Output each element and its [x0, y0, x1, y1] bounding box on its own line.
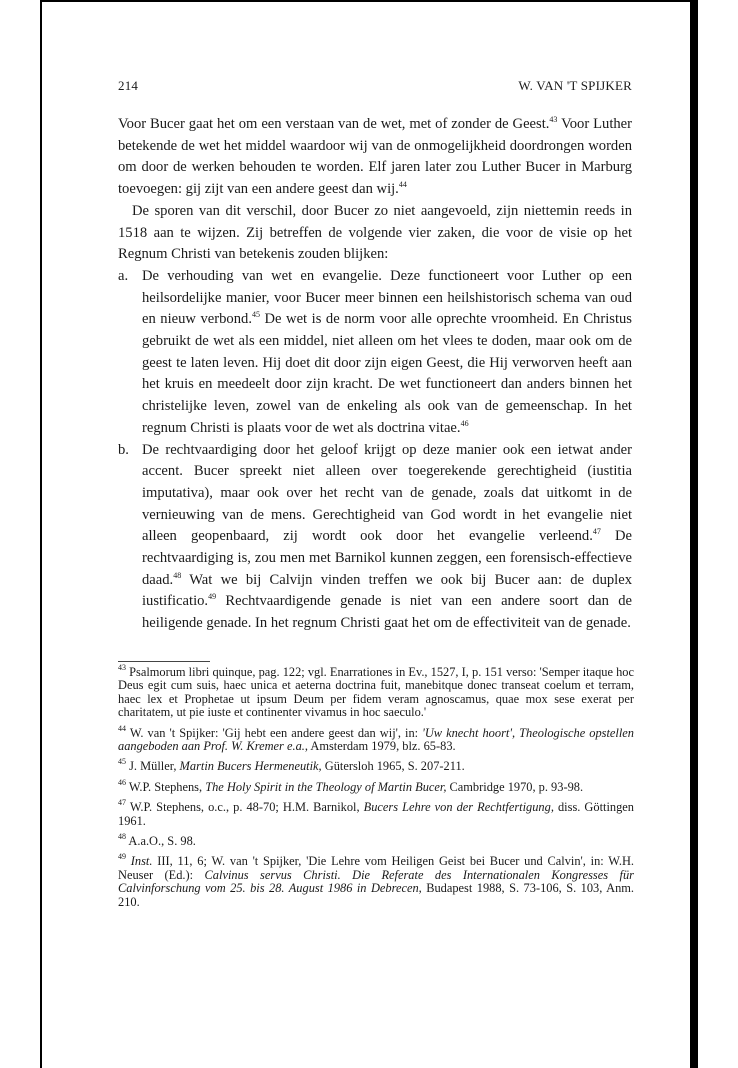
footnote-ref-45[interactable]: 45: [251, 310, 260, 320]
footnote-ref-44[interactable]: 44: [398, 180, 407, 190]
paragraph-2: De sporen van dit verschil, door Bucer zo niet aangevoeld, zijn niettemin reeds in 1518 aan te wijzen. Zij betreffen de volgende vier zaken, die voor de visie op het Regnum Christi van betekenis zouden blijken:: [118, 202, 632, 263]
footnote-ref-49[interactable]: 49: [208, 592, 217, 602]
footnote-47: $^{47}$ W.P. Stephens, o.c., p. 48-70; H.M. Barnikol, Bucers Lehre von der Rechtfertigung, diss. Göttingen 1961.: [118, 798, 634, 828]
footnotes: [118, 663, 634, 916]
running-header: [118, 78, 632, 94]
footnote-ref-48[interactable]: 48: [173, 570, 182, 580]
footnote-ref-46[interactable]: 46: [460, 418, 469, 428]
footnote-ref-47[interactable]: 47: [592, 527, 601, 537]
page-number: 214: [118, 78, 139, 93]
main-text: [118, 114, 632, 635]
paragraph-1: Voor Bucer gaat het om een verstaan van de wet, met of zonder de Geest.$^{43}$ Voor Luther betekende de wet het middel waardoor wij van de onmogelijkheid doordrongen worden om door de werken behouden te worden. Elf jaren later zou Luther Bucer in Marburg toevoegen: gij zijt van een andere geest dan wij.$^{44}$: [118, 115, 633, 198]
footnote-separator: [118, 661, 210, 662]
list-item-a: a. De verhouding van wet en evangelie. Deze functioneert voor Luther op een heilsordelijke manier, voor Bucer meer binnen een heilshistorisch schema van oud en nieuw verbond.$^{45}$ De wet is de norm voor alle oprechte vroomheid. En Christus gebruikt de wet als een middel, niet alleen om het vlees te doden, maar ook om de geest te laten leven. Hij doet dit door zijn eigen Geest, die Hij verworven heeft aan het kruis en meedeelt door zijn kracht. De wet functioneert dan anders binnen het christelijke leven, zowel van de enkeling als ook van de gemeenschap. In het regnum Christi is plaats voor de wet als doctrina vitae.$^{46}$: [118, 266, 632, 440]
footnote-48: $^{48}$ A.a.O., S. 98.: [118, 832, 196, 849]
page-border-right: [690, 0, 698, 1068]
list-label-b: b.: [118, 441, 129, 458]
footnote-44: $^{44}$ W. van 't Spijker: 'Gij hebt een andere geest dan wij', in: 'Uw knecht hoort', Theologische opstellen aangeboden aan Prof. W. Kremer e.a., Amsterdam 1979, blz. 65-83.: [118, 723, 634, 754]
list-label-a: a.: [118, 267, 129, 284]
page-border-left: [40, 0, 42, 1068]
footnote-49: $^{49}$ Inst. III, 11, 6; W. van 't Spijker, 'Die Lehre vom Heiligen Geist bei Bucer und Calvin', in: W.H. Neuser (Ed.): Calvinus servus Christi. Die Referate des Internationalen Kongresses für Calvinforschung vom 25. bis 28. August 1986 in Debrecen, Budapest 1988, S. 73-106, S. 103, Anm. 210.: [118, 852, 634, 909]
footnote-43: $^{43}$ Psalmorum libri quinque, pag. 122; vgl. Enarrationes in Ev., 1527, I, p. 151 verso: 'Semper itaque hoc Deus egit cum suis, haec unica et aeterna doctrina fuit, manebitque donec transeat coelum et terram, haec lex et Prophetae ut ipsum Deum per fidem veram agnoscamus, quae mox sese exerat per charitatem, ut pie iuste et continenter vivamus in hoc saeculo.': [118, 663, 634, 720]
footnote-ref-43[interactable]: 43: [549, 115, 558, 124]
footnote-45: $^{45}$ J. Müller, Martin Bucers Hermeneutik, Gütersloh 1965, S. 207-211.: [118, 757, 465, 774]
list-item-b: b. De rechtvaardiging door het geloof krijgt op deze manier ook een ietwat ander accent. Bucer spreekt niet alleen over toegerekende gerechtigheid (iustitia imputativa), maar ook over het recht van de genade, zoals dat uitkomt in de vernieuwing van de mens. Gerechtigheid van God wordt in het evangelie niet alleen geopenbaard, zij wordt ook door het evangelie verleend.$^{47}$ De rechtvaardiging is, zou men met Barnikol kunnen zeggen, een forensisch-effectieve daad.$^{48}$ Wat we bij Calvijn vinden treffen we ook bij Bucer aan: de duplex iustificatio.$^{49}$ Rechtvaardigende genade is niet van een andere soort dan de heiligende genade. In het regnum Christi gaat het om de effectiviteit van de genade.: [118, 440, 632, 635]
footnote-46: $^{46}$ W.P. Stephens, The Holy Spirit in the Theology of Martin Bucer, Cambridge 1970, p. 93-98.: [118, 777, 584, 794]
running-head: W. VAN 'T SPIJKER: [518, 78, 632, 93]
page-border-top: [40, 0, 698, 2]
